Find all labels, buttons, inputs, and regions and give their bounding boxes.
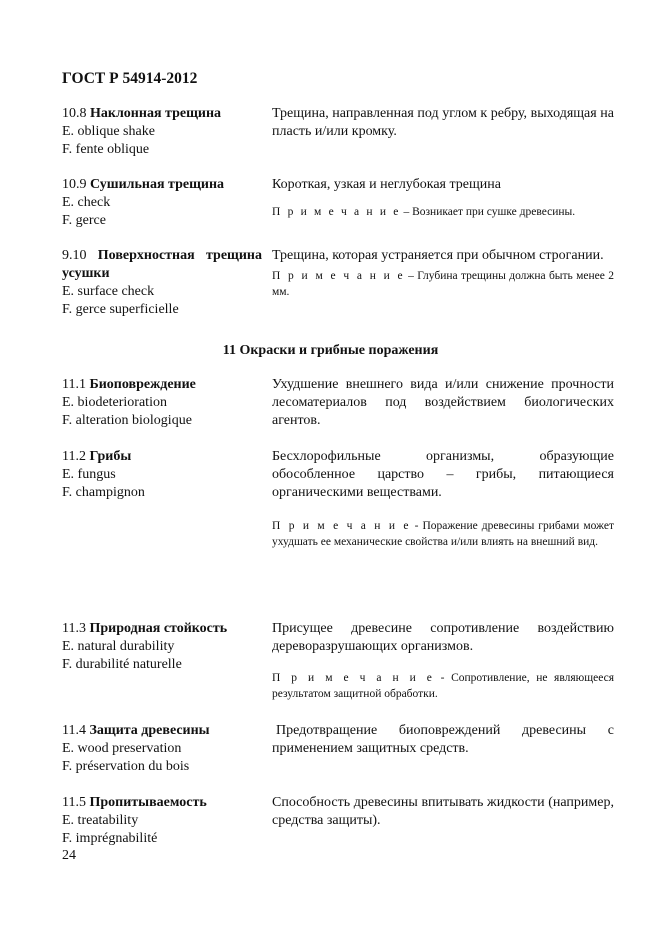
term-definition-block <box>272 247 614 300</box>
term-title <box>62 448 262 466</box>
term-french: F. préservation du bois <box>62 759 190 774</box>
term-name: Поверхностная трещина усушки <box>62 248 262 281</box>
term-title <box>62 105 262 123</box>
term-number: 9.10 <box>62 248 87 263</box>
term-number: 11.4 <box>62 723 86 738</box>
term-note <box>272 268 614 300</box>
term-definition-block <box>272 448 614 550</box>
term-number: 11.3 <box>62 621 86 636</box>
term-english: E. surface check <box>62 284 155 299</box>
note-text: – Возникает при сушке древесины. <box>400 206 576 218</box>
term-english: E. check <box>62 195 111 210</box>
term-note <box>272 670 614 702</box>
term-definition: Трещина, направленная под углом к ребру, выходящая на пласть и/или кромку. <box>272 106 614 139</box>
term-column <box>62 722 262 776</box>
note-text: - Поражение древесины грибами может ухудшать ее механические свойства и/или влиять на внешний вид. <box>272 520 614 548</box>
term-french: F. alteration biologique <box>62 413 192 428</box>
note-label: П р и м е ч а н и е <box>272 206 401 218</box>
term-title <box>62 176 262 194</box>
term-name: Грибы <box>89 449 132 464</box>
term-name: Наклонная трещина <box>90 106 222 121</box>
term-note <box>272 204 614 220</box>
term-french: F. champignon <box>62 485 145 500</box>
section-title: 11 Окраски и грибные поражения <box>222 343 439 358</box>
term-definition: Короткая, узкая и неглубокая трещина <box>272 177 501 192</box>
term-number: 11.1 <box>62 377 86 392</box>
term-definition: Ухудшение внешнего вида и/или снижение прочности лесоматериалов под воздействием биологических агентов. <box>272 377 614 428</box>
term-english: E. natural durability <box>62 639 175 654</box>
term-english: E. treatability <box>62 813 139 828</box>
term-title <box>62 722 262 740</box>
term-number: 11.5 <box>62 795 86 810</box>
term-name: Сушильная трещина <box>90 177 225 192</box>
term-french: F. imprégnabilité <box>62 831 158 846</box>
term-definition: Присущее древесине сопротивление воздействию дереворазрушающих организмов. <box>272 621 614 654</box>
term-definition-block <box>272 176 614 220</box>
term-number: 10.8 <box>62 106 87 121</box>
note-label: П р и м е ч а н и е <box>272 672 435 684</box>
term-title <box>62 376 262 394</box>
term-english: E. fungus <box>62 467 116 482</box>
term-column <box>62 794 262 848</box>
term-note <box>272 518 614 550</box>
term-number: 11.2 <box>62 449 86 464</box>
term-definition: Трещина, которая устраняется при обычном строгании. <box>272 248 604 263</box>
page-number: 24 <box>62 848 76 863</box>
term-name: Защита древесины <box>89 723 210 738</box>
note-label: П р и м е ч а н и е <box>272 520 411 532</box>
term-french: F. gerce superficielle <box>62 302 179 317</box>
term-definition: Способность древесины впитывать жидкости (например, средства защиты). <box>272 795 614 828</box>
term-name: Природная стойкость <box>89 621 228 636</box>
term-column <box>62 620 262 674</box>
term-number: 10.9 <box>62 177 87 192</box>
term-title <box>62 247 262 283</box>
term-title <box>62 620 262 638</box>
note-text: - Сопротивление, не являющееся результатом защитной обработки. <box>272 672 614 700</box>
term-definition: Предотвращение биоповреждений древесины с применением защитных средств. <box>272 723 614 756</box>
term-french: F. fente oblique <box>62 142 150 157</box>
term-definition: Бесхлорофильные организмы, образующие обособленное царство – грибы, питающиеся органическими веществами. <box>272 449 614 500</box>
note-text: – Глубина трещины должна быть менее 2 мм. <box>272 270 614 298</box>
term-name: Пропитываемость <box>89 795 207 810</box>
term-column <box>62 176 262 230</box>
term-definition-block <box>272 620 614 702</box>
term-french: F. gerce <box>62 213 106 228</box>
term-name: Биоповреждение <box>89 377 196 392</box>
term-french: F. durabilité naturelle <box>62 657 182 672</box>
term-column <box>62 247 262 319</box>
term-column <box>62 448 262 502</box>
term-english: E. biodeterioration <box>62 395 167 410</box>
term-column <box>62 376 262 430</box>
note-label: П р и м е ч а н и е <box>272 270 405 282</box>
term-title <box>62 794 262 812</box>
term-english: E. wood preservation <box>62 741 182 756</box>
document-header: ГОСТ Р 54914-2012 <box>62 70 198 87</box>
term-english: E. oblique shake <box>62 124 155 139</box>
term-column <box>62 105 262 159</box>
